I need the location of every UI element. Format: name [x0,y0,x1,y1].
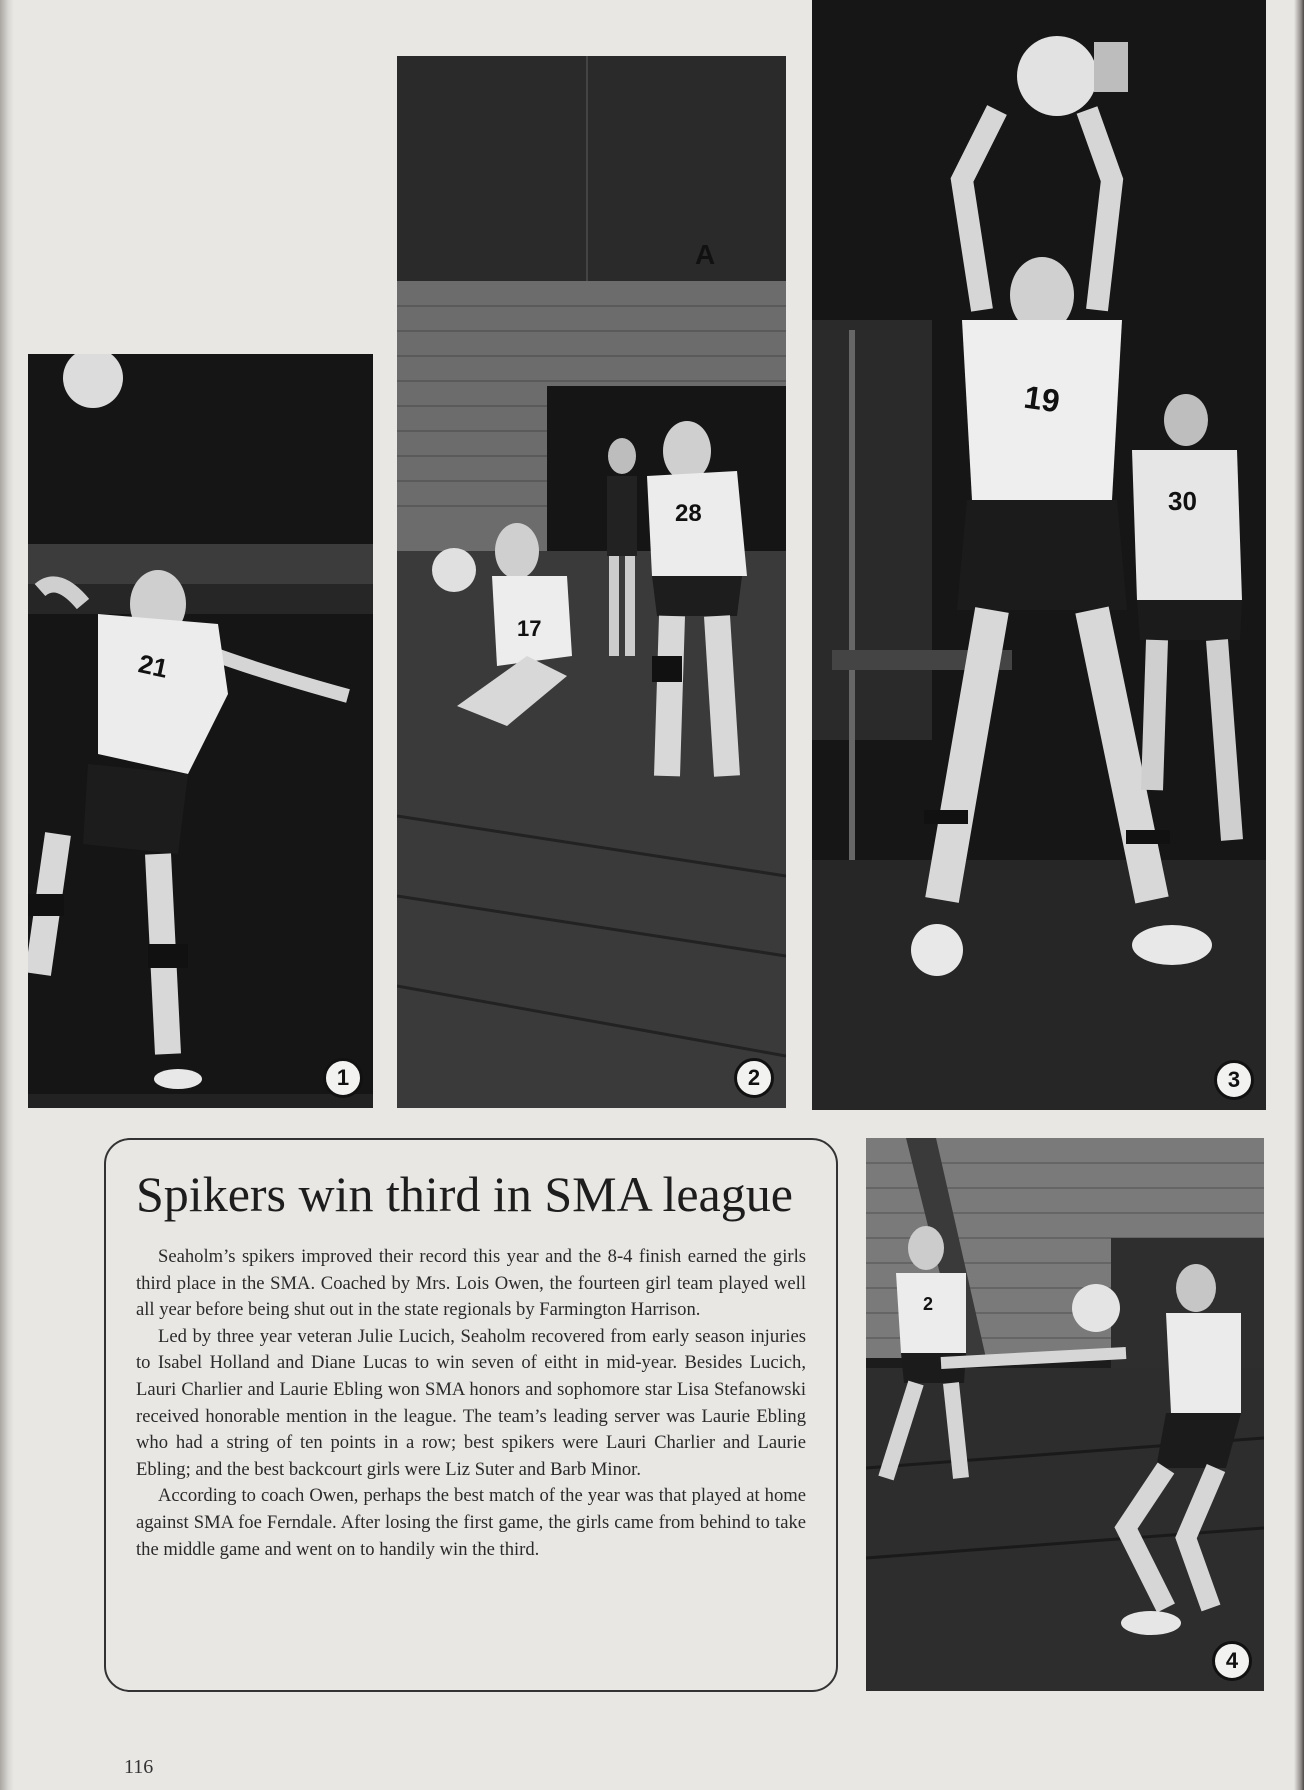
page-number: 116 [124,1756,154,1778]
photo-number-1: 1 [323,1058,363,1098]
photo-1-image [28,354,373,1108]
photo-3-image [812,0,1266,1110]
story-paragraph-2: Led by three year veteran Julie Lucich, Seaholm recovered from early season injuries to Isabel Holland and Diane Lucas to win seven of eitht in mid-year. Besides Lucich, Lauri Charlier and Laurie Ebling won SMA honors and sophomore star Lisa Stefanowski received honorable mention in the league. The team’s leading server was Laurie Ebling who had a string of ten points in a row; best spikers were Lauri Charlier and Laurie Ebling; and the best backcourt girls were Liz Suter and Barb Minor. [136,1325,806,1480]
photo-4 [866,1138,1264,1691]
photo-3 [812,0,1266,1110]
photo-1 [28,354,373,1108]
story-paragraph-3: According to coach Owen, perhaps the best match of the year was that played at home against SMA foe Ferndale. After losing the first game, the girls came from behind to take the middle game and went on to handily win the third. [136,1485,806,1560]
photo-4-image [866,1138,1264,1691]
photo-2-jersey: 28 [675,500,702,527]
photo-number-3: 3 [1214,1060,1254,1100]
photo-3-jersey: 19 [1021,378,1063,420]
photo-1-jersey: 21 [135,648,171,684]
photo-2 [397,56,786,1108]
page-edge-left [0,0,14,1790]
story-box [104,1138,838,1692]
page-edge-right [1294,0,1304,1790]
photo-4-jersey: 2 [923,1294,934,1314]
photo-2-sign: A [695,239,716,270]
story-body [136,1244,806,1563]
headline: Spikers win third in SMA league [136,1166,793,1222]
photo-number-4: 4 [1212,1641,1252,1681]
photo-2-image [397,56,786,1108]
svg-text:17: 17 [517,616,542,641]
photo-number-2: 2 [734,1058,774,1098]
story-paragraph-1: Seaholm’s spikers improved their record this year and the 8-4 finish earned the girls third place in the SMA. Coached by Mrs. Lois Owen, the fourteen girl team played well all year before being shut out in the state regionals by Farmington Harrison. [136,1246,806,1321]
photo-3-jersey-2: 30 [1168,486,1197,516]
